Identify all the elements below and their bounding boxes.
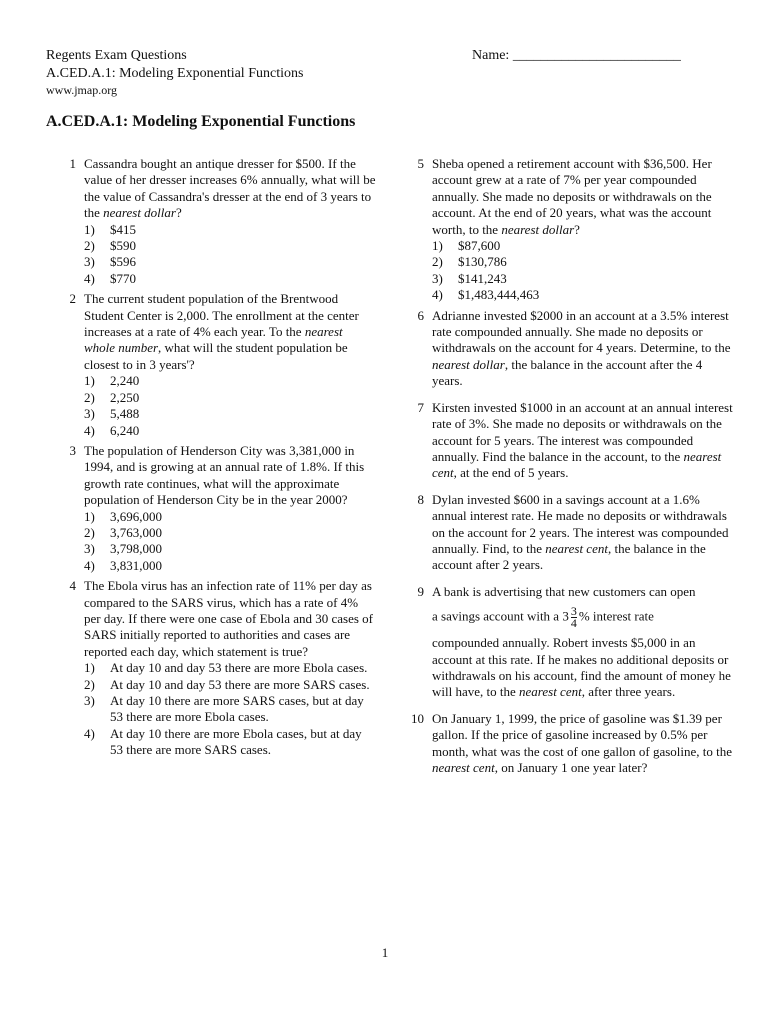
option-2: 2) 3,763,000 [84, 524, 162, 540]
question-number: 10 [411, 710, 424, 726]
option-3: 3) 3,798,000 [84, 541, 162, 557]
question-number: 7 [417, 399, 424, 415]
option-4: 4) At day 10 there are more Ebola cases, but at day 53 there are more SARS cases. [84, 725, 362, 758]
question-number: 5 [417, 156, 424, 171]
question-1 [56, 156, 376, 287]
question-2 [56, 291, 376, 439]
option-2: 2) 2,250 [84, 389, 140, 405]
question-stem: Dylan invested $600 in a savings account at a 1.6% annual interest rate. He made no deposits or withdrawals on the account for 2 years. The interest was compounded annually. Find, to the nearest cent, the balance in the account after 2 years. [432, 491, 729, 573]
option-4: 4) 6,240 [84, 422, 140, 438]
question-4 [56, 578, 376, 758]
option-1: 1) $415 [84, 221, 136, 237]
question-stem: The current student population of the Brentwood Student Center is 2,000. The enrollment at the center increases at a rate of 4% each year. To the nearest whole number, what will the student population be closest to in 3 years'? [84, 291, 359, 372]
question-stem: Adrianne invested $2000 in an account at a 3.5% interest rate compounded annually. She made no deposits or withdrawals on the account for 4 years. Determine, to the nearest dollar, the balance in the account after the 4 years. [432, 307, 731, 389]
question-9 [404, 584, 734, 701]
question-10 [404, 711, 734, 777]
option-3: 3) 5,488 [84, 406, 140, 422]
option-4: 4) $770 [84, 270, 136, 286]
question-3 [56, 443, 376, 574]
question-number: 1 [69, 156, 76, 171]
option-2: 2) $590 [84, 238, 136, 254]
question-stem: Kirsten invested $1000 in an account at an annual interest rate of 3%. She made no deposits or withdrawals on the account for 5 years. The interest was compounded annually. Find the balance in the account, to the nearest cent, at the end of 5 years. [432, 399, 733, 481]
option-3: 3) $141,243 [432, 270, 507, 286]
question-stem: The population of Henderson City was 3,381,000 in 1994, and is growing at an annual rate of 1.8%. If this growth rate continues, what will the approximate population of Henderson City be in the year 2000? [84, 442, 365, 508]
question-stem-rest: compounded annually. Robert invests $5,000 in an account at this rate. If he makes no additional deposits or withdrawals on his account, find the amount of money he will have, to the nearest cent, after three years. [432, 635, 731, 700]
question-number: 9 [417, 583, 424, 599]
name-line: Name: ________________________ [472, 48, 681, 63]
topic-name: A.CED.A.1: Modeling Exponential Functions [46, 66, 304, 81]
option-1: 1) 2,240 [84, 373, 140, 389]
question-stem: The Ebola virus has an infection rate of 11% per day as compared to the SARS virus, which has a rate of 4% per day. If there were one case of Ebola and 30 cases of SARS initially reported to authorities and cases are reported each day, which statement is true? [84, 578, 373, 659]
option-1: 1) 3,696,000 [84, 508, 162, 524]
site-url: www.jmap.org [46, 83, 117, 97]
option-3: 3) $596 [84, 254, 136, 270]
option-1: 1) $87,600 [432, 238, 501, 254]
page-title: A.CED.A.1: Modeling Exponential Functions [46, 113, 356, 130]
option-1: 1) At day 10 and day 53 there are more Ebola cases. [84, 660, 368, 676]
fraction-three-quarters: $\frac{3}{4}$ [570, 604, 577, 631]
header-left [46, 47, 303, 98]
question-number: 4 [69, 578, 76, 594]
question-7 [404, 400, 734, 482]
question-5 [404, 156, 734, 304]
left-column [56, 156, 376, 759]
question-stem-line1: A bank is advertising that new customers can open [432, 583, 696, 599]
question-number: 3 [69, 442, 76, 458]
option-2: 2) $130,786 [432, 254, 507, 270]
question-number: 2 [69, 291, 76, 307]
option-4: 4) 3,831,000 [84, 557, 162, 573]
course-name: Regents Exam Questions [46, 48, 187, 63]
interest-rate-line: a savings account with a 3 $\frac{3}{4}$ % interest rate [432, 604, 654, 631]
question-8 [404, 492, 734, 574]
option-3: 3) At day 10 there are more SARS cases, but at day 53 there are more Ebola cases. [84, 693, 364, 725]
question-number: 8 [417, 491, 424, 507]
question-stem: On January 1, 1999, the price of gasoline was $1.39 per gallon. If the price of gasoline increased by 0.5% per month, what was the cost of one gallon of gasoline, to the nearest cent, on January 1 one year later? [432, 710, 733, 775]
question-stem: Cassandra bought an antique dresser for $500. If the value of her dresser increases 6% annually, what will be the value of Cassandra's dresser at the end of 3 years to the nearest dollar? [84, 156, 376, 221]
question-6 [404, 308, 734, 390]
question-stem: Sheba opened a retirement account with $36,500. Her account grew at a rate of 7% per year compounded annually. She made no deposits or withdrawals on the account. At the end of 20 years, what was the account worth, to the nearest dollar? [432, 156, 712, 237]
option-2: 2) At day 10 and day 53 there are more SARS cases. [84, 676, 370, 692]
page-number: 1 [381, 945, 389, 960]
question-number: 6 [417, 307, 424, 323]
right-column [404, 156, 734, 776]
option-4: 4) $1,483,444,463 [432, 287, 540, 303]
